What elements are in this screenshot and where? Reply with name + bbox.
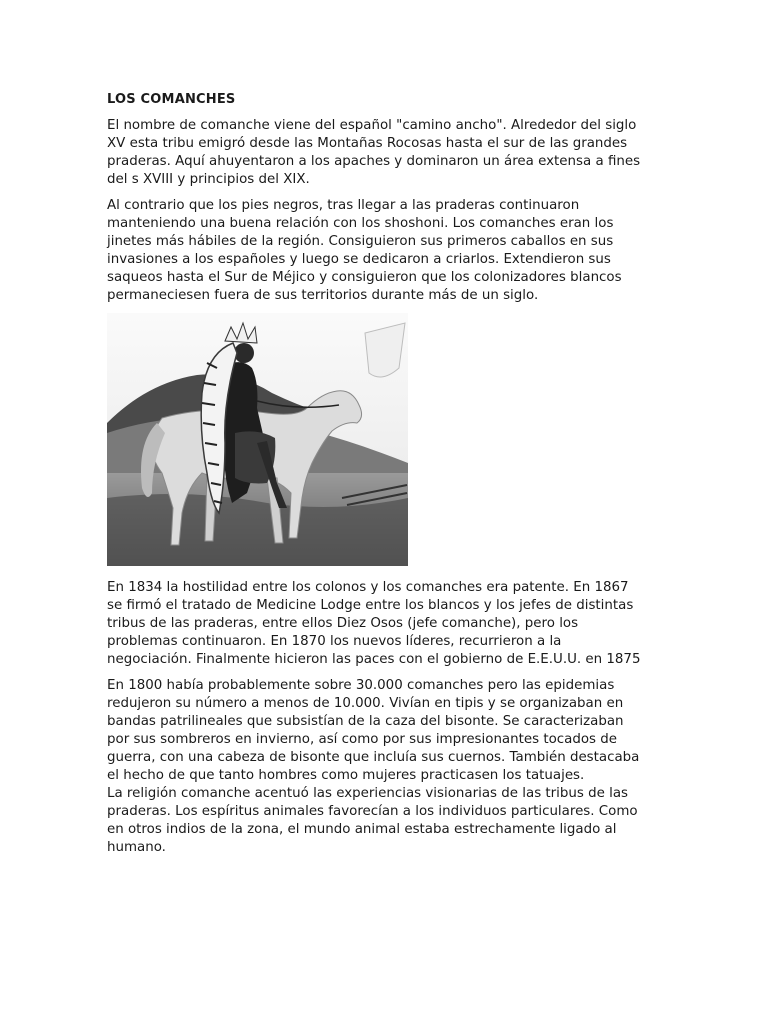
document-page	[107, 91, 667, 865]
paragraph-relations: Al contrario que los pies negros, tras llegar a las praderas continuaron manteniendo una buena relación con los shoshoni. Los comanches eran los jinetes más hábiles de la región. Consiguieron sus primeros caballos en sus invasiones a los españoles y luego se dedicaron a criarlos. Extendieron sus saqueos hasta el Sur de Méjico y consiguieron que los colonizadores blancos permaneciesen fuera de sus territorios durante más de un siglo.	[107, 198, 622, 303]
paragraph-origin: El nombre de comanche viene del español "camino ancho". Alrededor del siglo XV esta tribu emigró desde las Montañas Rocosas hasta el sur de las grandes praderas. Aquí ahuyentaron a los apaches y dominaron un área extensa a fines del s XVIII y principios del XIX.	[107, 118, 641, 187]
photo-comanche-rider-on-horse	[107, 313, 408, 566]
paragraph-treaty: En 1834 la hostilidad entre los colonos y los comanches era patente. En 1867 se firmó el tratado de Medicine Lodge entre los blancos y los jefes de distintas tribus de las praderas, entre ellos Diez Osos (jefe comanche), pero los problemas continuaron. En 1870 los nuevos líderes, recurrieron a la negociación. Finalmente hicieron las paces con el gobierno de E.E.U.U. en 1875	[107, 580, 641, 667]
paragraph-population: En 1800 había probablemente sobre 30.000 comanches pero las epidemias redujeron su número a menos de 10.000. Vivían en tipis y se organizaban en bandas patrilineales que subsistían de la caza del bisonte. Se caracterizaban por sus sombreros en invierno, así como por sus impresionantes tocados de guerra, con una cabeza de bisonte que incluía sus cuernos. También destacaba el hecho de que tanto hombres como mujeres practicasen los tatuajes.	[107, 678, 640, 783]
document-title: LOS COMANCHES	[107, 92, 236, 107]
paragraph-religion: La religión comanche acentuó las experiencias visionarias de las tribus de las praderas. Los espíritus animales favorecían a los individuos particulares. Como en otros indios de la zona, el mundo animal estaba estrechamente ligado al humano.	[107, 786, 638, 855]
